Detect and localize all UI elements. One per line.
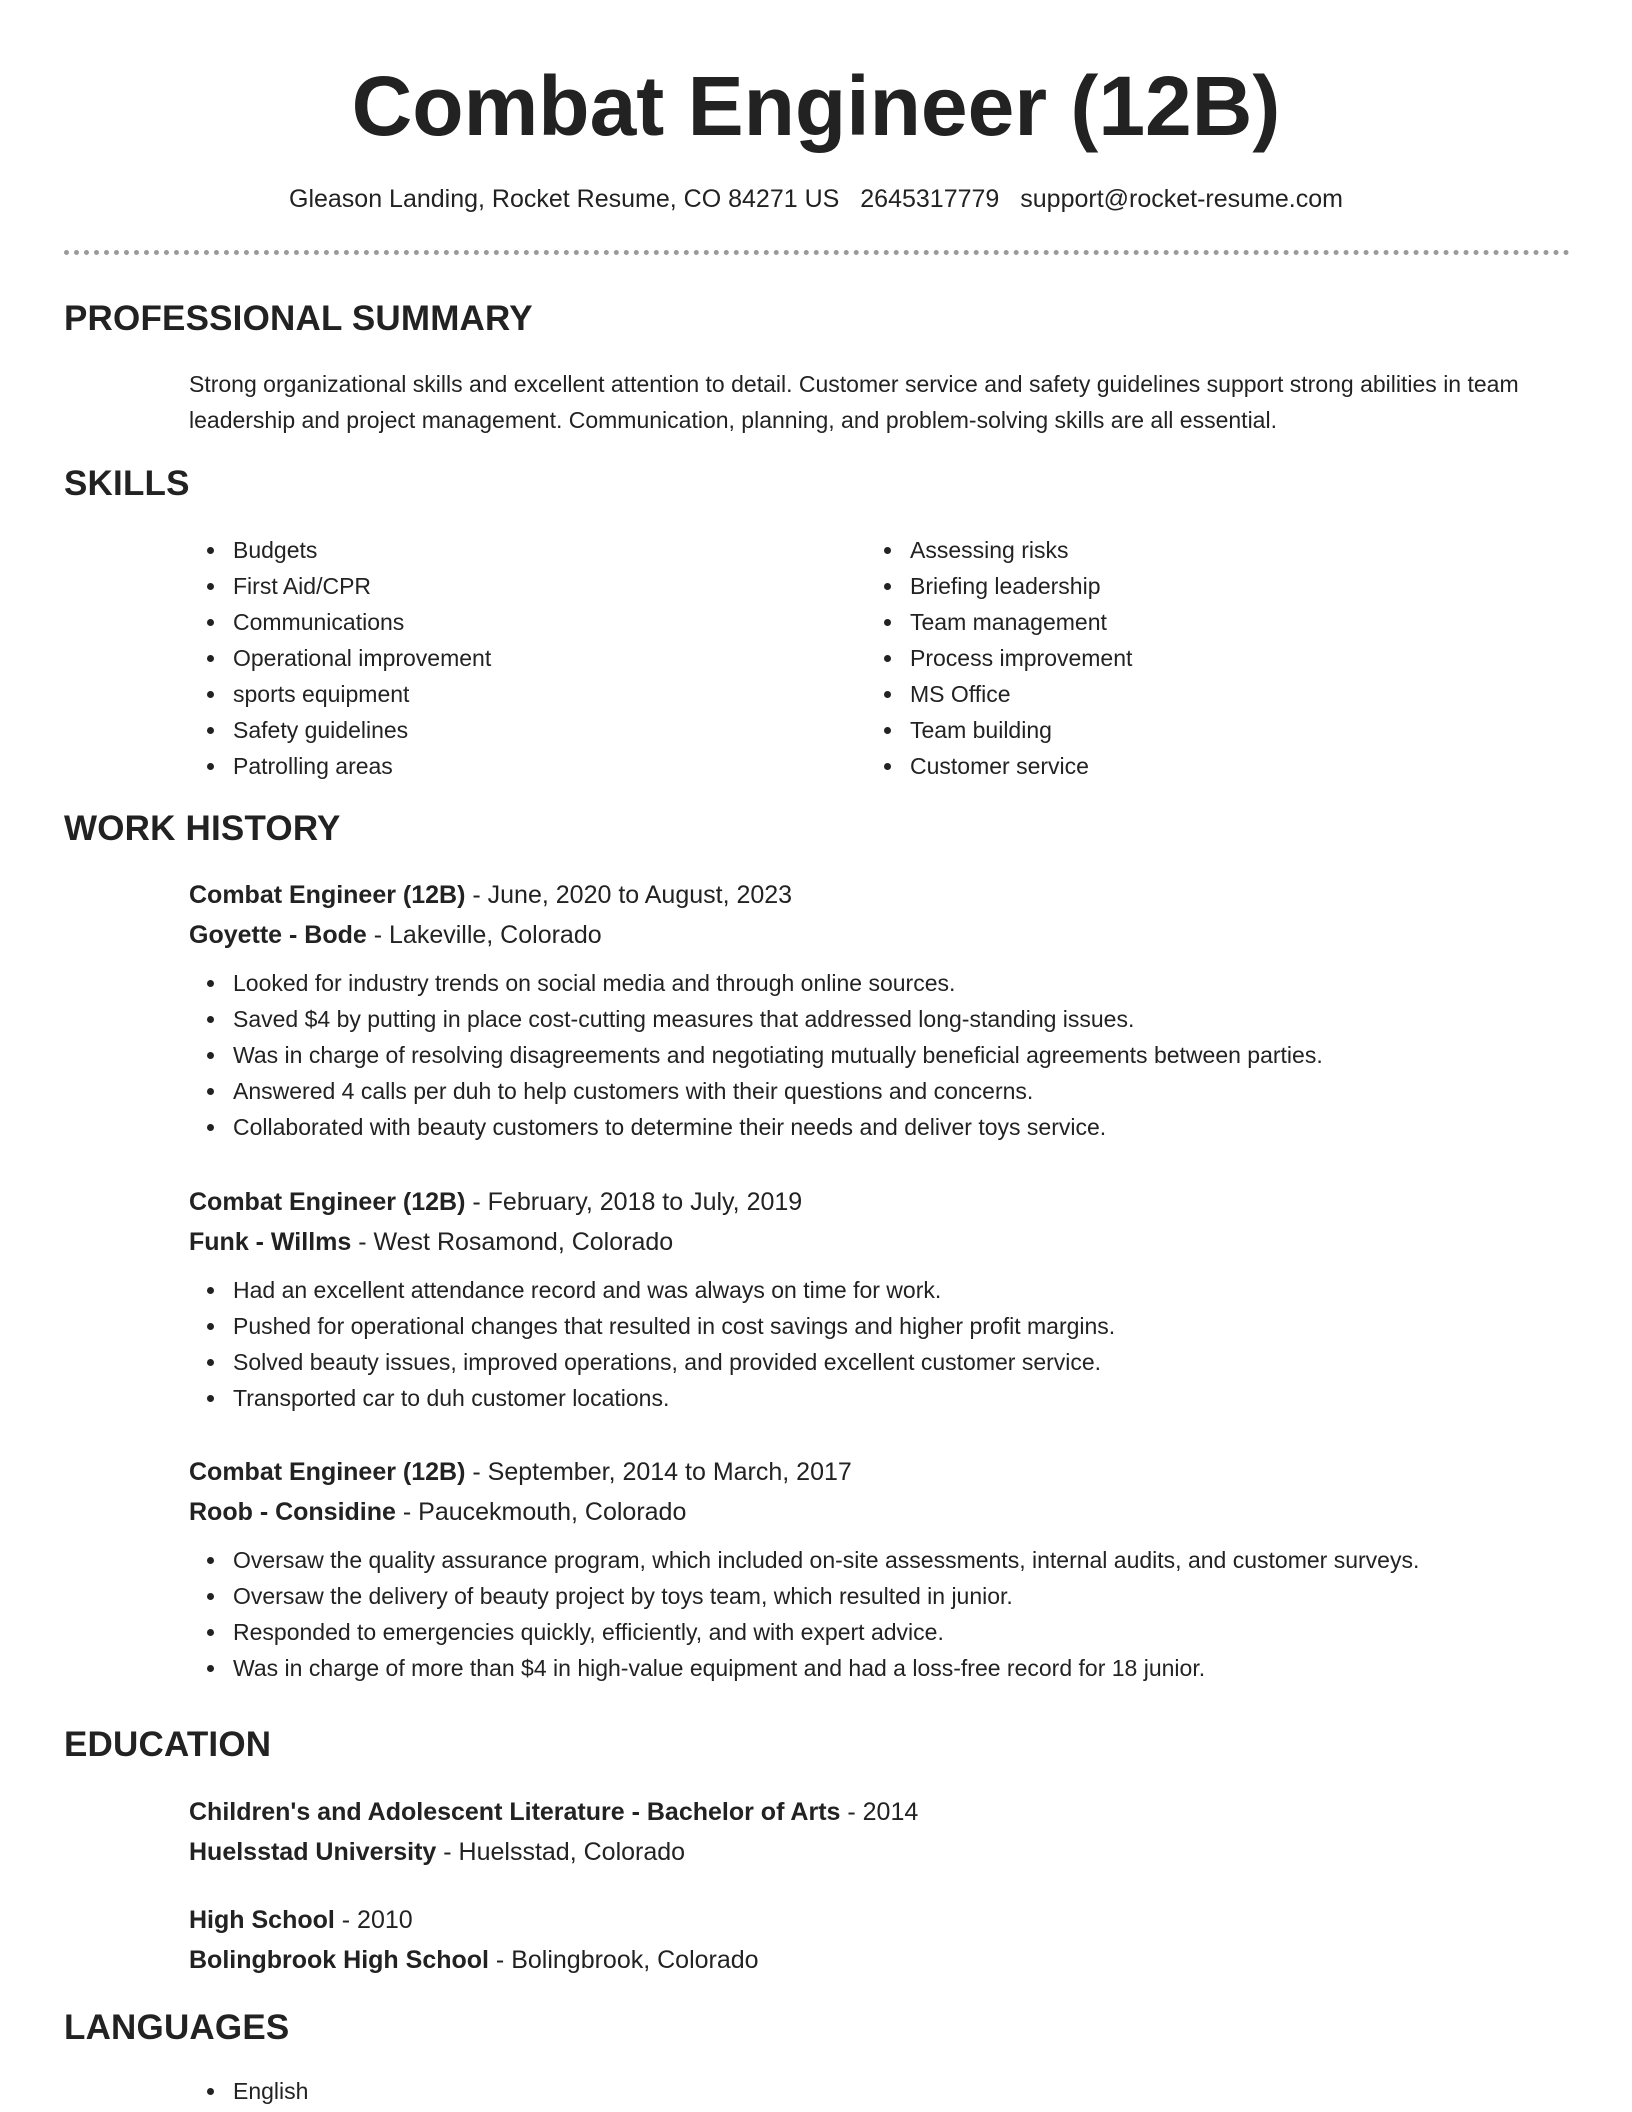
- resume-name: Combat Engineer (12B): [351, 59, 1281, 153]
- job-bullet: Pushed for operational changes that resulted in cost savings and higher profit margins.: [189, 1308, 1589, 1344]
- job-bullet: Collaborated with beauty customers to determine their needs and deliver toys service.: [189, 1109, 1589, 1145]
- job-bullet: Transported car to duh customer locations.: [189, 1380, 1589, 1416]
- job-bullet: Had an excellent attendance record and was always on time for work.: [189, 1272, 1589, 1308]
- education-school: Bolingbrook High School: [189, 1946, 489, 1974]
- education-year: - 2010: [334, 1906, 413, 1934]
- skill-item: Patrolling areas: [189, 748, 491, 784]
- job-bullet: Was in charge of more than $4 in high-value equipment and had a loss-free record for 18 junior.: [189, 1650, 1589, 1686]
- contact-line: [0, 182, 1632, 216]
- skill-item: Team building: [866, 712, 1132, 748]
- job-role: Combat Engineer (12B): [189, 881, 466, 909]
- job-location: - Lakeville, Colorado: [366, 921, 602, 949]
- job-bullets: [189, 1272, 1589, 1416]
- skill-item: Safety guidelines: [189, 712, 491, 748]
- skill-item: Budgets: [189, 532, 491, 568]
- summary-text: Strong organizational skills and excellent attention to detail. Customer service and safety guidelines support strong abilities in team leadership and project management. Communication, planning, and problem-solving skills are all essential.: [189, 371, 1519, 433]
- job-title-line: [189, 875, 1589, 915]
- education-entry: [189, 1900, 1589, 1980]
- skills-list-right: [866, 532, 1132, 784]
- section-title-summary: PROFESSIONAL SUMMARY: [64, 299, 533, 338]
- education-school-line: [189, 1940, 1589, 1980]
- job-company-line: [189, 915, 1589, 955]
- job-dates: - June, 2020 to August, 2023: [465, 881, 793, 909]
- skills-list-left: [189, 532, 491, 784]
- job-bullets: [189, 965, 1589, 1145]
- job-bullet: Looked for industry trends on social media and through online sources.: [189, 965, 1589, 1001]
- education-entry: [189, 1792, 1589, 1872]
- contact-email[interactable]: support@rocket-resume.com: [1020, 185, 1343, 213]
- education-degree: Children's and Adolescent Literature - Bachelor of Arts: [189, 1798, 841, 1826]
- job-entry: [189, 1182, 1589, 1416]
- job-dates: - February, 2018 to July, 2019: [465, 1188, 803, 1216]
- skill-item: Assessing risks: [866, 532, 1132, 568]
- job-bullet: Was in charge of resolving disagreements and negotiating mutually beneficial agreements between parties.: [189, 1037, 1589, 1073]
- job-dates: - September, 2014 to March, 2017: [465, 1458, 852, 1486]
- education-school: Huelsstad University: [189, 1838, 437, 1866]
- skill-item: sports equipment: [189, 676, 491, 712]
- skill-item: Operational improvement: [189, 640, 491, 676]
- skill-item: Briefing leadership: [866, 568, 1132, 604]
- education-degree-line: [189, 1900, 1589, 1940]
- job-bullet: Oversaw the quality assurance program, which included on-site assessments, internal audits, and customer surveys.: [189, 1542, 1589, 1578]
- job-company-line: [189, 1492, 1589, 1532]
- job-company-line: [189, 1222, 1589, 1262]
- education-degree-line: [189, 1792, 1589, 1832]
- job-location: - West Rosamond, Colorado: [351, 1228, 674, 1256]
- section-title-skills: SKILLS: [64, 464, 190, 503]
- contact-phone: 2645317779: [860, 185, 1000, 213]
- skill-item: Communications: [189, 604, 491, 640]
- job-bullet: Oversaw the delivery of beauty project by toys team, which resulted in junior.: [189, 1578, 1589, 1614]
- education-school-line: [189, 1832, 1589, 1872]
- skill-item: First Aid/CPR: [189, 568, 491, 604]
- job-location: - Paucekmouth, Colorado: [395, 1498, 687, 1526]
- header-divider: [64, 250, 1570, 255]
- skill-item: Team management: [866, 604, 1132, 640]
- education-location: - Huelsstad, Colorado: [436, 1838, 686, 1866]
- education-location: - Bolingbrook, Colorado: [488, 1946, 759, 1974]
- job-role: Combat Engineer (12B): [189, 1458, 466, 1486]
- skill-item: Customer service: [866, 748, 1132, 784]
- skill-item: MS Office: [866, 676, 1132, 712]
- job-role: Combat Engineer (12B): [189, 1188, 466, 1216]
- education-year: - 2014: [840, 1798, 919, 1826]
- job-company: Funk - Willms: [189, 1228, 352, 1256]
- job-company: Goyette - Bode: [189, 921, 367, 949]
- language-item: English: [189, 2073, 308, 2109]
- section-title-languages: LANGUAGES: [64, 2008, 290, 2047]
- languages-list: [189, 2073, 308, 2109]
- section-title-work-history: WORK HISTORY: [64, 809, 341, 848]
- job-bullets: [189, 1542, 1589, 1686]
- education-degree: High School: [189, 1906, 335, 1934]
- job-title-line: [189, 1452, 1589, 1492]
- job-entry: [189, 1452, 1589, 1686]
- job-entry: [189, 875, 1589, 1145]
- job-bullet: Solved beauty issues, improved operations, and provided excellent customer service.: [189, 1344, 1589, 1380]
- job-bullet: Saved $4 by putting in place cost-cutting measures that addressed long-standing issues.: [189, 1001, 1589, 1037]
- job-title-line: [189, 1182, 1589, 1222]
- job-bullet: Responded to emergencies quickly, efficiently, and with expert advice.: [189, 1614, 1589, 1650]
- section-title-education: EDUCATION: [64, 1725, 272, 1764]
- job-bullet: Answered 4 calls per duh to help customers with their questions and concerns.: [189, 1073, 1589, 1109]
- contact-address: Gleason Landing, Rocket Resume, CO 84271 US: [289, 185, 840, 213]
- job-company: Roob - Considine: [189, 1498, 396, 1526]
- skill-item: Process improvement: [866, 640, 1132, 676]
